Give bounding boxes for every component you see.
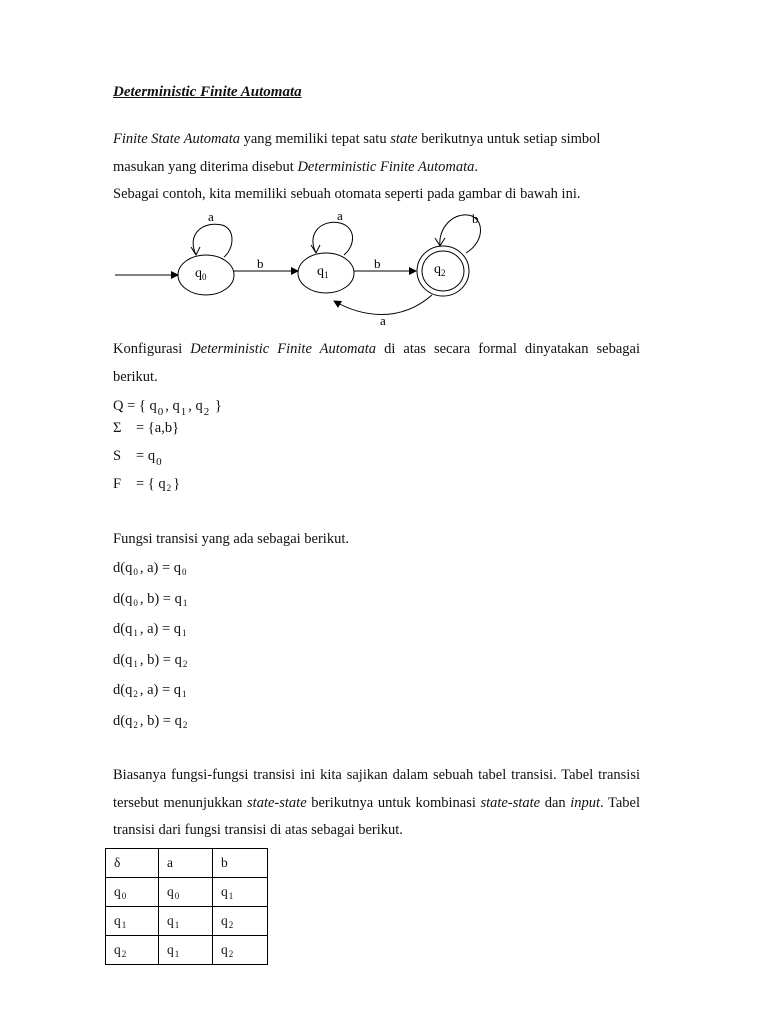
intro-line-2 [113, 159, 478, 176]
def-Q-q2: $q_2$ [195, 398, 210, 418]
table-cell-state: $q_0$ [106, 878, 159, 907]
config-dfa-term: Deterministic Finite Automata [190, 341, 377, 357]
table-intro-line-1: Biasanya fungsi-fungsi transisi ini kita sajikan dalam sebuah tabel transisi. Tabel transisi [113, 767, 640, 783]
table-header-delta: δ [106, 849, 159, 878]
loop-q0-arrowhead [191, 247, 200, 255]
loop-q1-arrowhead [311, 245, 320, 253]
page-title: Deterministic Finite Automata [113, 84, 302, 100]
transition-function-line: $d(q_0$ , $a) = q_0$ [113, 560, 187, 577]
table-cell-a: $q_1$ [159, 907, 213, 936]
intro-state-term: state [390, 131, 418, 147]
def-Q-lhs: Q = { [113, 398, 146, 414]
loop-q1-label: a [337, 208, 343, 223]
def-F-key: F [113, 476, 122, 492]
transition-function-line: $d(q_1$ , $a) = q_1$ [113, 621, 187, 638]
config-text: di atas secara formal dinyatakan sebagai [376, 341, 641, 357]
table-row [106, 878, 268, 907]
table-header-row [106, 849, 268, 878]
table-row [106, 936, 268, 965]
table-cell-b: $q_2$ [213, 936, 268, 965]
table-cell-a: $q_1$ [159, 936, 213, 965]
loop-q0 [193, 224, 232, 257]
def-sigma-value: = {a,b} [136, 420, 180, 436]
loop-q0-label: a [208, 209, 214, 224]
transitions-intro: Fungsi transisi yang ada sebagai berikut. [113, 531, 349, 547]
def-S-key: S [113, 448, 122, 464]
intro-text: . [474, 159, 478, 175]
state-diagram [100, 205, 520, 330]
edge-q1-q2-label: b [374, 256, 381, 271]
edge-q2-q1-label: a [380, 313, 386, 328]
table-header-b: b [213, 849, 268, 878]
edge-q2-q1 [334, 295, 432, 315]
def-F-value: = { $q_2$ } [136, 476, 181, 493]
def-sigma-key: Σ [113, 420, 122, 436]
intro-text: masukan yang diterima disebut [113, 159, 298, 175]
state-q0-label: $q_0$ [195, 266, 207, 282]
table-cell-a: $q_0$ [159, 878, 213, 907]
def-S-value: = $q_0$ [136, 448, 162, 468]
table-header-a: a [159, 849, 213, 878]
def-Q: Q = { $q_0$ , $q_1$ , $q_2$ } [113, 398, 222, 418]
table-intro-line-3: transisi dari fungsi transisi di atas sebagai berikut. [113, 822, 403, 838]
transition-table [105, 848, 268, 965]
transition-function-line: $d(q_2$ , $a) = q_1$ [113, 682, 187, 699]
def-Q-q0: $q_0$ [149, 398, 164, 418]
intro-dfa-term: Deterministic Finite Automata [297, 159, 475, 175]
table-row [106, 907, 268, 936]
table-cell-b: $q_1$ [213, 878, 268, 907]
table-cell-b: $q_2$ [213, 907, 268, 936]
def-Q-close: } [214, 398, 222, 414]
config-text: Konfigurasi [113, 341, 191, 357]
loop-q1 [313, 222, 353, 255]
table-cell-state: $q_1$ [106, 907, 159, 936]
transition-function-line: $d(q_0$ , $b) = q_1$ [113, 590, 188, 608]
state-q2-label: $q_2$ [434, 262, 446, 278]
intro-fsa-term: Finite State Automata [113, 131, 240, 147]
transition-function-line: $d(q_2$ , $b) = q_2$ [113, 712, 188, 730]
intro-line-1 [113, 131, 600, 148]
intro-line-3: Sebagai contoh, kita memiliki sebuah otomata seperti pada gambar di bawah ini. [113, 186, 581, 202]
transition-function-line: $d(q_1$ , $b) = q_2$ [113, 651, 188, 669]
config-line-2: berikut. [113, 369, 158, 385]
def-Q-q1: $q_1$ [172, 398, 187, 418]
intro-text: yang memiliki tepat satu [240, 131, 391, 147]
table-intro-line-2: tersebut menunjukkan state-state berikutnya untuk kombinasi state-state dan input. Tabel [113, 795, 641, 811]
table-cell-state: $q_2$ [106, 936, 159, 965]
state-q1-label: $q_1$ [317, 264, 329, 280]
loop-q2-label: b [472, 211, 479, 226]
intro-text: berikutnya untuk setiap simbol [417, 131, 601, 147]
config-line-1 [113, 341, 640, 358]
edge-q0-q1-label: b [257, 256, 264, 271]
